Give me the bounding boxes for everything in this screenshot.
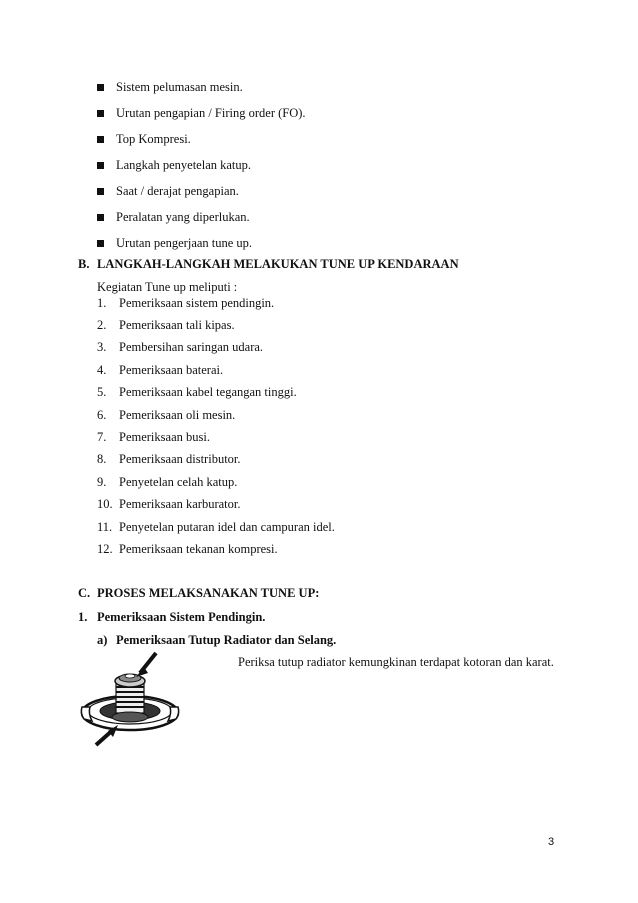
square-bullet-icon: [97, 214, 104, 221]
list-item: Saat / derajat pengapian.: [97, 178, 306, 204]
square-bullet-icon: [97, 240, 104, 247]
bullet-list: [97, 74, 306, 256]
square-bullet-icon: [97, 136, 104, 143]
list-item: 4. Pemeriksaan baterai.: [97, 362, 224, 377]
list-item: 12. Pemeriksaan tekanan kompresi.: [97, 541, 278, 556]
list-item: Urutan pengerjaan tune up.: [97, 230, 306, 256]
list-item: 11. Penyetelan putaran idel dan campuran idel.: [97, 519, 335, 534]
list-item: 7. Pemeriksaan busi.: [97, 430, 210, 445]
list-item: 1. Pemeriksaan sistem pendingin.: [97, 295, 275, 310]
list-item: 6. Pemeriksaan oli mesin.: [97, 407, 236, 422]
section-b-heading: B. LANGKAH-LANGKAH MELAKUKAN TUNE UP KENDARAAN: [78, 257, 459, 271]
list-item: Urutan pengapian / Firing order (FO).: [97, 100, 306, 126]
section-c-heading: C. PROSES MELAKSANAKAN TUNE UP:: [78, 586, 320, 600]
section-b-intro: Kegiatan Tune up meliputi :: [97, 280, 238, 294]
list-item: 8. Pemeriksaan distributor.: [97, 452, 241, 467]
square-bullet-icon: [97, 110, 104, 117]
numbered-list: [97, 292, 335, 561]
list-item: Langkah penyetelan katup.: [97, 152, 306, 178]
page-number: 3: [548, 836, 555, 848]
list-item: Top Kompresi.: [97, 126, 306, 152]
subsection-1a-heading: a) Pemeriksaan Tutup Radiator dan Selang.: [97, 633, 337, 647]
list-item: 2. Pemeriksaan tali kipas.: [97, 318, 235, 333]
list-item: 3. Pembersihan saringan udara.: [97, 340, 264, 355]
list-item: Sistem pelumasan mesin.: [97, 74, 306, 100]
radiator-cap-illustration: [78, 651, 182, 755]
list-item: 10. Pemeriksaan karburator.: [97, 497, 241, 512]
square-bullet-icon: [97, 162, 104, 169]
list-item: 5. Pemeriksaan kabel tegangan tinggi.: [97, 385, 297, 400]
square-bullet-icon: [97, 188, 104, 195]
list-item: 9. Penyetelan celah katup.: [97, 474, 238, 489]
radiator-cap-icon: [78, 651, 182, 751]
body-paragraph: Periksa tutup radiator kemungkinan terdapat kotoran dan karat.: [238, 655, 554, 669]
square-bullet-icon: [97, 84, 104, 91]
subsection-1-heading: 1. Pemeriksaan Sistem Pendingin.: [78, 610, 266, 624]
list-item: Peralatan yang diperlukan.: [97, 204, 306, 230]
